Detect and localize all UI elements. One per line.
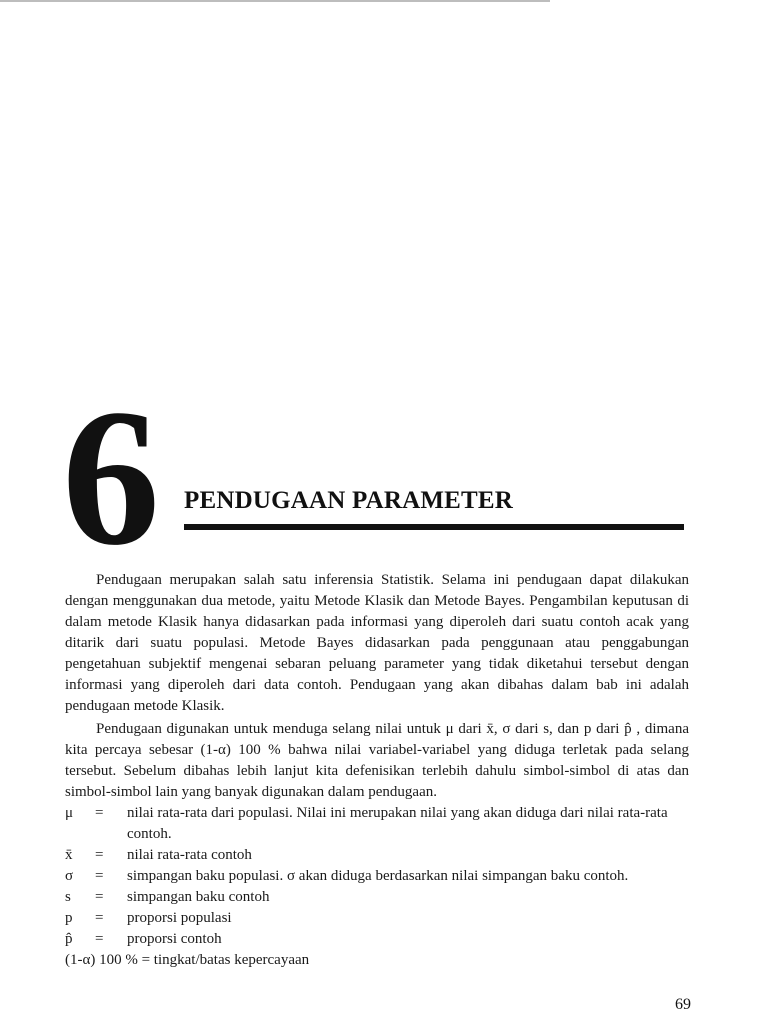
body-text (65, 570, 689, 971)
definition-equals: = (95, 805, 104, 821)
definition-text: proporsi contoh (127, 931, 222, 947)
definition-symbol: p (65, 910, 73, 926)
definition-text: simpangan baku populasi. σ akan diduga berdasarkan nilai simpangan baku contoh. (127, 868, 629, 884)
definition-row (65, 803, 689, 845)
definition-text: nilai rata-rata dari populasi. Nilai ini merupakan nilai yang akan diduga dari nilai rata-rata contoh. (127, 805, 668, 842)
paragraph-intro: Pendugaan merupakan salah satu inferensia Statistik. Selama ini pendugaan dapat dilakukan dengan menggunakan dua metode, yaitu Metode Klasik dan Metode Bayes. Pengambilan keputusan di dalam metode Klasik hanya didasarkan pada informasi yang diperoleh dari suatu contoh acak yang ditarik dari suatu populasi. Metode Bayes didasarkan pada penggunaan atau penggabungan pengetahuan subjektif mengenai sebaran peluang parameter yang tidak diketahui tersebut dengan informasi yang diperoleh dari data contoh. Pendugaan yang akan dibahas dalam bab ini adalah pendugaan metode Klasik. (65, 572, 689, 714)
definition-equals: = (95, 889, 104, 905)
paragraph-estimation: Pendugaan digunakan untuk menduga selang nilai untuk μ dari x̄, σ dari s, dan p dari p̂ , dimana kita percaya sebesar (1-α) 100 % bahwa nilai variabel-variabel yang diduga terletak pada selang tersebut. Sebelum dibahas lebih lanjut kita defenisikan terlebih dahulu simbol-simbol di atas dan simbol-simbol lain yang banyak digunakan dalam pendugaan. (65, 721, 689, 800)
definition-row (65, 845, 689, 866)
definition-equals: = (95, 931, 104, 947)
definition-row (65, 866, 689, 887)
definition-row (65, 887, 689, 908)
definition-equals: = (95, 868, 104, 884)
symbol-definitions (65, 803, 689, 971)
definition-equals: = (95, 910, 104, 926)
definition-text: proporsi populasi (127, 910, 232, 926)
definition-text: simpangan baku contoh (127, 889, 270, 905)
definition-equals: = (95, 847, 104, 863)
definition-text: nilai rata-rata contoh (127, 847, 252, 863)
confidence-definition: (1-α) 100 % = tingkat/batas kepercayaan (65, 952, 310, 968)
title-rule (184, 524, 684, 530)
definition-symbol: s (65, 889, 71, 905)
definition-row (65, 908, 689, 929)
page-number: 69 (675, 996, 691, 1013)
chapter-title: PENDUGAAN PARAMETER (184, 487, 514, 514)
definition-symbol: σ (65, 868, 74, 884)
scan-edge-line (0, 0, 550, 2)
definition-symbol: p̂ (65, 931, 73, 947)
definition-row (65, 929, 689, 950)
chapter-number: 6 (62, 369, 156, 586)
definition-symbol: x̄ (65, 847, 73, 863)
definition-symbol: μ (65, 805, 74, 821)
